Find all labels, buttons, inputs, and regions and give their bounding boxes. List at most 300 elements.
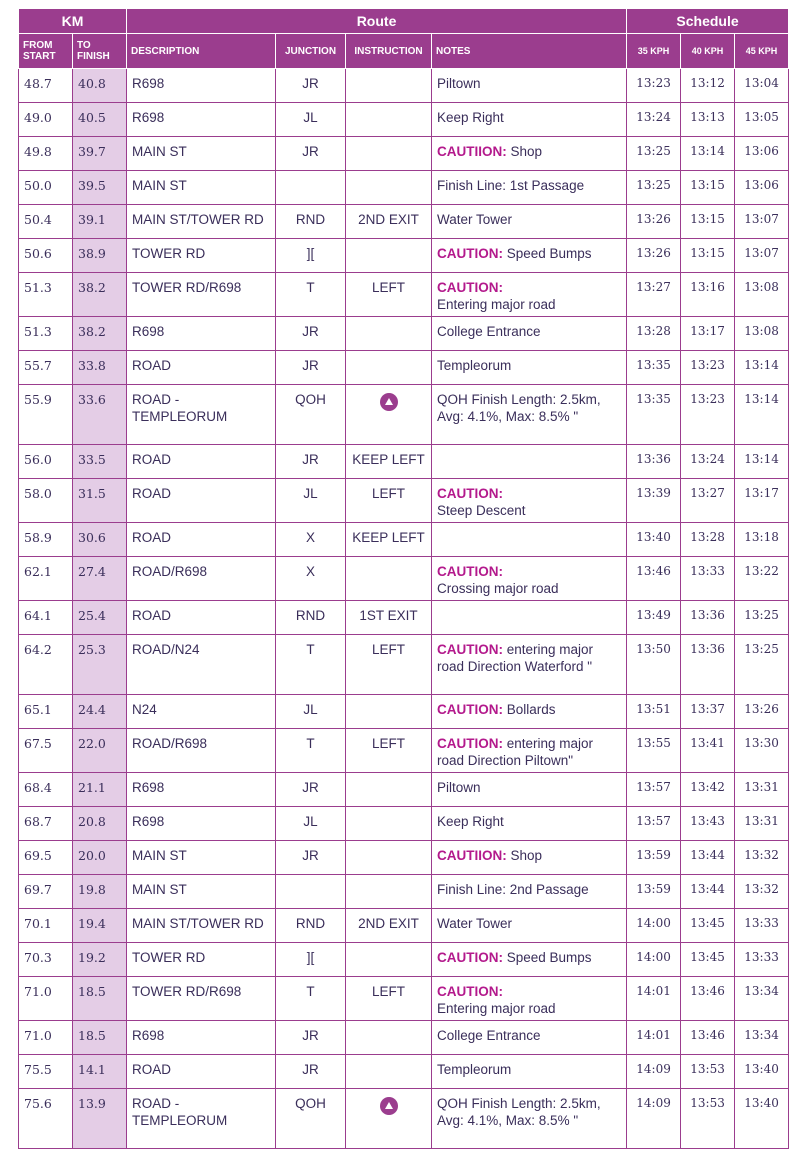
junction-cell: [276, 773, 346, 807]
speed-40-header: 40 KPH: [681, 34, 735, 69]
time-40-cell: [681, 729, 735, 773]
junction-cell-text: JR: [302, 144, 319, 159]
time-35-cell-text: 13:23: [636, 76, 671, 90]
instruction-text: [346, 557, 431, 563]
to-finish-cell: [73, 103, 127, 137]
note-text: Finish Line: 1st Passage: [437, 178, 585, 193]
from-start-cell: [19, 807, 73, 841]
description-cell-text: MAIN ST: [132, 144, 187, 159]
description-cell: [127, 523, 276, 557]
to-finish-cell: [73, 635, 127, 695]
time-35-cell: [627, 635, 681, 695]
notes-text: [432, 273, 626, 313]
from-start-cell-text: 55.9: [24, 392, 52, 407]
time-45-cell: [735, 635, 789, 695]
time-45-cell-text: 13:25: [744, 608, 779, 622]
note-text: Bollards: [503, 702, 556, 717]
time-35-cell: [627, 69, 681, 103]
time-45-cell: [735, 601, 789, 635]
description-cell-text: MAIN ST/TOWER RD: [132, 212, 264, 227]
to-finish-cell-text: 30.6: [78, 530, 106, 545]
notes-cell: [432, 773, 627, 807]
time-40-cell: [681, 205, 735, 239]
junction-header: JUNCTION: [276, 34, 346, 69]
time-45-cell-text: 13:26: [744, 702, 779, 716]
notes-header: NOTES: [432, 34, 627, 69]
junction-cell: [276, 695, 346, 729]
time-40-cell: [681, 317, 735, 351]
time-35-cell: [627, 317, 681, 351]
notes-text: [432, 317, 626, 340]
notes-cell: [432, 601, 627, 635]
from-start-cell: [19, 479, 73, 523]
notes-cell: [432, 479, 627, 523]
from-start-cell-text: 71.0: [24, 984, 52, 999]
to-finish-cell: [73, 205, 127, 239]
junction-cell: [276, 479, 346, 523]
notes-cell: [432, 557, 627, 601]
note-text: Templeorum: [437, 1062, 512, 1077]
from-start-cell: [19, 1089, 73, 1149]
notes-text: [432, 601, 626, 607]
notes-text: [432, 695, 626, 718]
from-start-cell: [19, 103, 73, 137]
time-40-cell: [681, 841, 735, 875]
time-40-cell: [681, 1021, 735, 1055]
to-finish-cell-text: 33.5: [78, 452, 106, 467]
caution-label: CAUTION:: [437, 246, 503, 261]
description-cell: [127, 273, 276, 317]
note-text: Keep Right: [437, 814, 504, 829]
time-45-cell-text: 13:08: [744, 280, 779, 294]
description-cell: [127, 445, 276, 479]
time-45-cell-text: 13:32: [744, 882, 779, 896]
to-finish-cell-text: 19.4: [78, 916, 106, 931]
time-45-cell: [735, 171, 789, 205]
time-40-cell-text: 13:37: [690, 702, 725, 716]
table-row: [19, 273, 789, 317]
time-45-cell: [735, 351, 789, 385]
from-start-cell-text: 50.4: [24, 212, 52, 227]
time-45-cell-text: 13:31: [744, 780, 779, 794]
notes-cell: [432, 943, 627, 977]
notes-cell: [432, 205, 627, 239]
instruction-text: 1ST EXIT: [359, 608, 418, 623]
table-row: [19, 635, 789, 695]
time-40-cell: [681, 557, 735, 601]
instruction-text: [346, 69, 431, 75]
description-cell-text: R698: [132, 110, 165, 125]
time-45-cell: [735, 807, 789, 841]
to-finish-header: TO FINISH: [73, 34, 127, 69]
time-40-cell: [681, 479, 735, 523]
time-45-cell-text: 13:07: [744, 246, 779, 260]
to-finish-cell-text: 33.8: [78, 358, 106, 373]
caution-label: CAUTION:: [437, 642, 503, 657]
instruction-cell: [346, 1055, 432, 1089]
caution-label: CAUTION:: [437, 984, 503, 999]
junction-cell-text: QOH: [295, 1096, 326, 1111]
junction-cell-text: T: [306, 280, 315, 295]
from-start-cell-text: 65.1: [24, 702, 52, 717]
junction-cell: [276, 601, 346, 635]
to-finish-cell: [73, 385, 127, 445]
instruction-text: [346, 171, 431, 177]
description-cell-text: ROAD: [132, 608, 172, 623]
notes-text: [432, 773, 626, 796]
time-40-cell-text: 13:23: [690, 358, 725, 372]
time-45-cell-text: 13:33: [744, 950, 779, 964]
time-45-cell: [735, 729, 789, 773]
time-35-cell-text: 13:35: [636, 392, 671, 406]
time-35-cell-text: 14:09: [636, 1062, 671, 1076]
to-finish-cell-text: 31.5: [78, 486, 106, 501]
to-finish-cell: [73, 909, 127, 943]
from-start-cell: [19, 523, 73, 557]
instruction-text: LEFT: [371, 984, 405, 999]
time-35-cell: [627, 103, 681, 137]
caution-label: CAUTION:: [437, 736, 503, 751]
instruction-cell: [346, 523, 432, 557]
time-35-cell: [627, 773, 681, 807]
description-cell-text: TOWER RD: [132, 246, 206, 261]
instruction-text: [346, 351, 431, 357]
from-start-cell: [19, 977, 73, 1021]
instruction-cell: [346, 875, 432, 909]
junction-cell-text: T: [306, 736, 315, 751]
junction-cell-text: JR: [302, 848, 319, 863]
notes-text: [432, 479, 626, 519]
caution-label: CAUTION:: [437, 486, 503, 501]
description-cell: [127, 773, 276, 807]
description-cell: [127, 943, 276, 977]
time-40-cell: [681, 635, 735, 695]
table-row: [19, 1089, 789, 1149]
instruction-text: [346, 841, 431, 847]
from-start-cell-text: 71.0: [24, 1028, 52, 1043]
description-cell: [127, 977, 276, 1021]
time-40-cell-text: 13:45: [690, 916, 725, 930]
instruction-cell: [346, 943, 432, 977]
table-row: [19, 1021, 789, 1055]
time-35-cell-text: 13:51: [636, 702, 671, 716]
to-finish-cell-text: 19.8: [78, 882, 106, 897]
to-finish-cell-text: 20.8: [78, 814, 106, 829]
from-start-cell: [19, 445, 73, 479]
notes-text: [432, 1055, 626, 1078]
from-start-cell-text: 68.4: [24, 780, 52, 795]
time-35-cell-text: 13:25: [636, 144, 671, 158]
time-40-cell-text: 13:36: [690, 608, 725, 622]
from-start-cell: [19, 943, 73, 977]
time-35-cell: [627, 557, 681, 601]
time-45-cell: [735, 445, 789, 479]
time-35-cell-text: 14:01: [636, 984, 671, 998]
from-start-cell-text: 75.6: [24, 1096, 52, 1111]
time-40-cell-text: 13:45: [690, 950, 725, 964]
instruction-cell: [346, 695, 432, 729]
notes-cell: [432, 317, 627, 351]
instruction-cell: [346, 1021, 432, 1055]
from-start-header: FROM START: [19, 34, 73, 69]
time-35-cell: [627, 695, 681, 729]
junction-cell-text: ][: [306, 950, 315, 965]
to-finish-cell-text: 25.3: [78, 642, 106, 657]
junction-cell-text: JL: [303, 814, 318, 829]
time-35-cell: [627, 137, 681, 171]
from-start-cell-text: 67.5: [24, 736, 52, 751]
junction-cell: [276, 205, 346, 239]
time-40-cell-text: 13:43: [690, 814, 725, 828]
description-cell: [127, 841, 276, 875]
junction-cell-text: T: [306, 642, 315, 657]
description-cell-text: N24: [132, 702, 157, 717]
time-40-cell-text: 13:15: [690, 212, 725, 226]
to-finish-cell-text: 33.6: [78, 392, 106, 407]
description-cell: [127, 1089, 276, 1149]
time-35-cell-text: 13:39: [636, 486, 671, 500]
time-35-cell-text: 14:00: [636, 916, 671, 930]
time-45-cell-text: 13:33: [744, 916, 779, 930]
notes-text: [432, 205, 626, 228]
time-45-cell: [735, 239, 789, 273]
time-35-cell-text: 13:28: [636, 324, 671, 338]
instruction-cell: [346, 557, 432, 601]
notes-cell: [432, 1055, 627, 1089]
from-start-cell-text: 50.6: [24, 246, 52, 261]
time-40-cell-text: 13:12: [690, 76, 725, 90]
instruction-cell: [346, 729, 432, 773]
description-cell-text: R698: [132, 324, 165, 339]
caution-label: CAUTION:: [437, 564, 503, 579]
description-cell: [127, 171, 276, 205]
qom-climb-icon: [380, 1097, 398, 1115]
junction-cell-text: RND: [295, 212, 326, 227]
instruction-text: [346, 943, 431, 949]
note-text: Keep Right: [437, 110, 504, 125]
time-45-cell-text: 13:18: [744, 530, 779, 544]
description-cell-text: TOWER RD/R698: [132, 984, 242, 999]
instruction-text: KEEP LEFT: [352, 452, 425, 467]
to-finish-cell: [73, 841, 127, 875]
to-finish-cell-text: 40.8: [78, 76, 106, 91]
time-45-cell-text: 13:06: [744, 144, 779, 158]
to-finish-cell-text: 38.2: [78, 280, 106, 295]
time-45-cell-text: 13:14: [744, 452, 779, 466]
time-40-cell: [681, 807, 735, 841]
junction-cell: [276, 385, 346, 445]
junction-cell: [276, 875, 346, 909]
time-40-cell-text: 13:36: [690, 642, 725, 656]
time-45-cell-text: 13:34: [744, 984, 779, 998]
time-45-cell-text: 13:07: [744, 212, 779, 226]
time-45-cell-text: 13:40: [744, 1096, 779, 1110]
junction-cell: [276, 729, 346, 773]
time-40-cell: [681, 773, 735, 807]
junction-cell-text: ][: [306, 246, 315, 261]
to-finish-cell-text: 39.7: [78, 144, 106, 159]
description-cell: [127, 103, 276, 137]
table-row: [19, 695, 789, 729]
to-finish-cell-text: 22.0: [78, 736, 106, 751]
from-start-cell: [19, 635, 73, 695]
time-35-cell: [627, 601, 681, 635]
to-finish-cell: [73, 317, 127, 351]
notes-cell: [432, 841, 627, 875]
time-45-cell: [735, 479, 789, 523]
time-45-cell: [735, 1089, 789, 1149]
time-35-cell-text: 13:40: [636, 530, 671, 544]
instruction-cell: [346, 205, 432, 239]
instruction-text: 2ND EXIT: [358, 212, 419, 227]
notes-text: [432, 557, 626, 597]
from-start-cell: [19, 205, 73, 239]
instruction-text: [346, 317, 431, 323]
notes-text: [432, 635, 626, 675]
time-40-cell-text: 13:53: [690, 1062, 725, 1076]
time-35-cell-text: 13:26: [636, 212, 671, 226]
description-cell: [127, 635, 276, 695]
note-text: Piltown: [437, 780, 481, 795]
description-cell-text: ROAD - TEMPLEORUM: [132, 1096, 228, 1128]
to-finish-cell: [73, 601, 127, 635]
instruction-text: [346, 807, 431, 813]
instruction-cell: [346, 909, 432, 943]
time-35-cell-text: 13:57: [636, 780, 671, 794]
to-finish-cell: [73, 445, 127, 479]
to-finish-cell: [73, 807, 127, 841]
to-finish-cell-text: 24.4: [78, 702, 106, 717]
junction-cell: [276, 171, 346, 205]
to-finish-cell: [73, 729, 127, 773]
junction-cell-text: QOH: [295, 392, 326, 407]
notes-cell: [432, 69, 627, 103]
from-start-cell-text: 64.2: [24, 642, 52, 657]
instruction-cell: [346, 1089, 432, 1149]
description-cell-text: TOWER RD/R698: [132, 280, 242, 295]
junction-cell-text: JR: [302, 1062, 319, 1077]
to-finish-cell: [73, 1089, 127, 1149]
time-45-cell-text: 13:08: [744, 324, 779, 338]
table-row: [19, 807, 789, 841]
time-35-cell-text: 13:24: [636, 110, 671, 124]
description-cell-text: R698: [132, 76, 165, 91]
notes-text: [432, 1021, 626, 1044]
note-text: Crossing major road: [437, 581, 559, 596]
time-35-cell-text: 13:49: [636, 608, 671, 622]
notes-text: [432, 351, 626, 374]
junction-cell: [276, 351, 346, 385]
to-finish-cell: [73, 695, 127, 729]
time-35-cell-text: 13:59: [636, 882, 671, 896]
description-cell-text: R698: [132, 1028, 165, 1043]
junction-cell: [276, 557, 346, 601]
notes-text: [432, 171, 626, 194]
time-35-cell: [627, 1055, 681, 1089]
to-finish-cell-text: 38.2: [78, 324, 106, 339]
instruction-cell: [346, 773, 432, 807]
time-35-cell: [627, 523, 681, 557]
instruction-text: [346, 103, 431, 109]
route-rows: [19, 69, 789, 1149]
from-start-cell-text: 58.0: [24, 486, 52, 501]
notes-text: [432, 807, 626, 830]
junction-cell-text: JR: [302, 76, 319, 91]
description-cell-text: MAIN ST: [132, 882, 187, 897]
note-text: entering major road Direction Waterford ": [437, 642, 594, 674]
instruction-cell: [346, 385, 432, 445]
junction-cell-text: RND: [295, 916, 326, 931]
junction-cell: [276, 103, 346, 137]
instruction-cell: [346, 171, 432, 205]
notes-text: [432, 385, 626, 425]
junction-cell-text: JR: [302, 1028, 319, 1043]
route-sheet: [18, 8, 788, 1149]
description-cell: [127, 479, 276, 523]
table-row: [19, 557, 789, 601]
from-start-cell: [19, 317, 73, 351]
note-text: Water Tower: [437, 212, 513, 227]
table-row: [19, 841, 789, 875]
from-start-cell: [19, 909, 73, 943]
description-cell-text: TOWER RD: [132, 950, 206, 965]
from-start-cell: [19, 273, 73, 317]
description-cell-text: R698: [132, 814, 165, 829]
description-cell-text: MAIN ST: [132, 848, 187, 863]
junction-cell: [276, 1021, 346, 1055]
to-finish-cell: [73, 239, 127, 273]
time-45-cell: [735, 695, 789, 729]
instruction-text: LEFT: [371, 486, 405, 501]
to-finish-cell-text: 18.5: [78, 1028, 106, 1043]
instruction-text: LEFT: [371, 736, 405, 751]
description-cell-text: ROAD: [132, 358, 172, 373]
time-35-cell: [627, 171, 681, 205]
time-40-cell-text: 13:44: [690, 882, 725, 896]
description-cell-text: MAIN ST/TOWER RD: [132, 916, 264, 931]
note-text: QOH Finish Length: 2.5km, Avg: 4.1%, Max: 8.5% ": [437, 1096, 601, 1128]
from-start-cell: [19, 171, 73, 205]
qom-climb-icon: [380, 393, 398, 411]
time-45-cell: [735, 977, 789, 1021]
notes-text: [432, 875, 626, 898]
notes-text: [432, 977, 626, 1017]
time-40-cell: [681, 239, 735, 273]
description-cell-text: ROAD: [132, 486, 172, 501]
junction-cell: [276, 943, 346, 977]
time-40-cell: [681, 385, 735, 445]
time-45-cell-text: 13:31: [744, 814, 779, 828]
to-finish-cell: [73, 773, 127, 807]
time-45-cell: [735, 1055, 789, 1089]
description-cell-text: ROAD: [132, 530, 172, 545]
notes-text: [432, 943, 626, 966]
note-text: Speed Bumps: [503, 950, 592, 965]
junction-cell-text: [276, 171, 345, 177]
instruction-cell: [346, 841, 432, 875]
to-finish-cell-text: 38.9: [78, 246, 106, 261]
from-start-cell-text: 49.8: [24, 144, 52, 159]
to-finish-cell: [73, 977, 127, 1021]
time-35-cell: [627, 445, 681, 479]
description-cell: [127, 729, 276, 773]
notes-cell: [432, 171, 627, 205]
time-45-cell: [735, 909, 789, 943]
instruction-text: [346, 239, 431, 245]
junction-cell-text: JL: [303, 486, 318, 501]
from-start-cell: [19, 695, 73, 729]
junction-cell: [276, 137, 346, 171]
